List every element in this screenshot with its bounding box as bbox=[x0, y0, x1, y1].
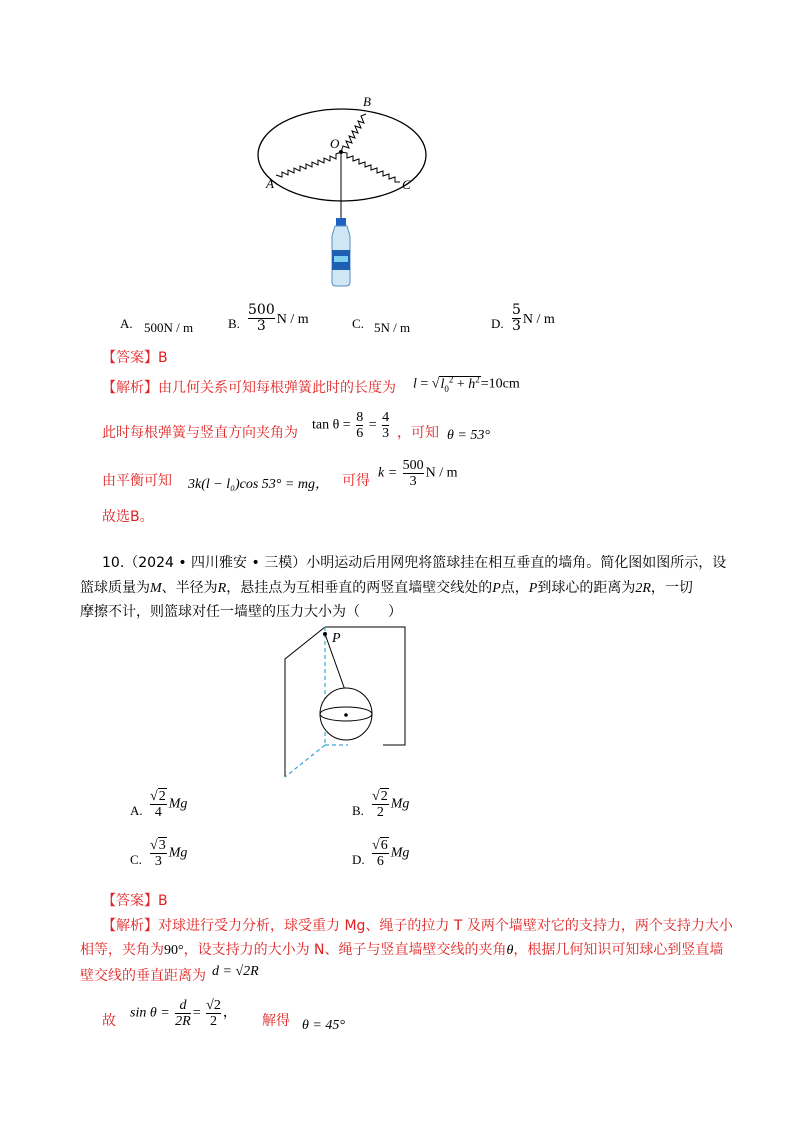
water-bottle-icon bbox=[332, 218, 350, 286]
label-O: O bbox=[330, 136, 340, 151]
q10-option-a[interactable]: A. bbox=[130, 803, 143, 818]
q9-option-c-value: 5N / m bbox=[374, 320, 411, 335]
q9-option-d-value: $\frac{5}{3}$ N / m bbox=[512, 302, 555, 334]
q9-tan-formula: tan θ = $\frac{8}{6}$ = $\frac{4}{3}$ bbox=[312, 410, 390, 441]
q9-k-formula: k = $\frac{500}{3}$ N / m bbox=[378, 458, 458, 489]
q9-ke-zhi: ，可知 bbox=[397, 425, 439, 441]
q10-option-c[interactable]: C. bbox=[130, 852, 142, 867]
q9-answer: 【答案】B bbox=[102, 350, 168, 366]
q9-option-c[interactable]: C. bbox=[352, 316, 364, 331]
spring-OB bbox=[341, 114, 366, 152]
q10-analysis-line2: 相等，夹角为90°，设支持力的大小为 N、绳子与竖直墙壁交线的夹角θ，根据几何知识可知球心到竖直墙 bbox=[80, 942, 724, 958]
q10-line3: 摩擦不计，则篮球对任一墙壁的压力大小为（ ） bbox=[80, 604, 402, 620]
label-P: P bbox=[332, 631, 341, 646]
q10-theta-45: θ = 45° bbox=[302, 1018, 345, 1033]
label-B: B bbox=[363, 94, 371, 109]
q9-option-a-value: 500N / m bbox=[144, 320, 194, 335]
label-A: A bbox=[266, 176, 274, 191]
q9-option-b[interactable]: B. bbox=[228, 316, 240, 331]
q10-option-b-value: $\frac{√2}{2}$ Mg bbox=[372, 789, 410, 820]
q10-line1: 10.（2024 • 四川雅安 • 三模）小明运动后用网兜将篮球挂在相互垂直的墙角。简化图如图所示，设 bbox=[102, 555, 727, 571]
q10-analysis-gu: 故 bbox=[102, 1013, 116, 1029]
q9-option-a[interactable]: A. bbox=[120, 316, 133, 331]
q10-analysis-jiede: 解得 bbox=[262, 1013, 290, 1029]
q9-analysis-line2: 此时每根弹簧与竖直方向夹角为 bbox=[102, 425, 298, 441]
q9-theta-53: θ = 53° bbox=[447, 428, 490, 443]
q10-analysis-line3: 壁交线的垂直距离为 bbox=[80, 968, 206, 984]
q10-analysis-line1: 【解析】对球进行受力分析，球受重力 Mg、绳子的拉力 T 及两个墙壁对它的支持力，两个支持力大小 bbox=[102, 918, 733, 934]
figure-ball-corner bbox=[280, 622, 410, 782]
q10-option-a-value: $\frac{√2}{4}$ Mg bbox=[150, 789, 188, 820]
q9-length-formula: $l = √l_0^2 + h^2=10cm$ bbox=[413, 374, 520, 394]
q9-option-d[interactable]: D. bbox=[491, 316, 504, 331]
q10-option-d[interactable]: D. bbox=[352, 852, 365, 867]
q10-option-b[interactable]: B. bbox=[352, 803, 364, 818]
figure-springs bbox=[255, 90, 440, 290]
q10-option-c-value: $\frac{√3}{3}$ Mg bbox=[150, 838, 188, 869]
q10-line2: 篮球质量为M、半径为R，悬挂点为互相垂直的两竖直墙壁交线处的P点，P到球心的距离为2R，一切 bbox=[80, 580, 693, 596]
q10-option-d-value: $\frac{√6}{6}$ Mg bbox=[372, 838, 410, 869]
q9-ke-de: 可得 bbox=[342, 473, 370, 489]
q9-option-b-value: $\frac{500}{3}$ N / m bbox=[248, 302, 309, 334]
q9-analysis-line1: 【解析】由几何关系可知每根弹簧此时的长度为 bbox=[102, 380, 396, 396]
label-C: C bbox=[402, 177, 411, 192]
spring-OC bbox=[341, 152, 400, 182]
q9-balance-formula: 3k(l − l₀)cos 53° = mg， bbox=[188, 477, 329, 492]
q9-analysis-line4: 故选B。 bbox=[102, 509, 154, 525]
q10-distance-formula: d = √2R bbox=[212, 964, 259, 979]
q10-sin-formula: sin θ = $\frac{d}{2R}$ = $\frac{√2}{2}$ ， bbox=[130, 998, 237, 1029]
q9-analysis-line3: 由平衡可知 bbox=[102, 473, 172, 489]
q10-answer: 【答案】B bbox=[102, 893, 168, 909]
spring-OA bbox=[276, 152, 341, 177]
